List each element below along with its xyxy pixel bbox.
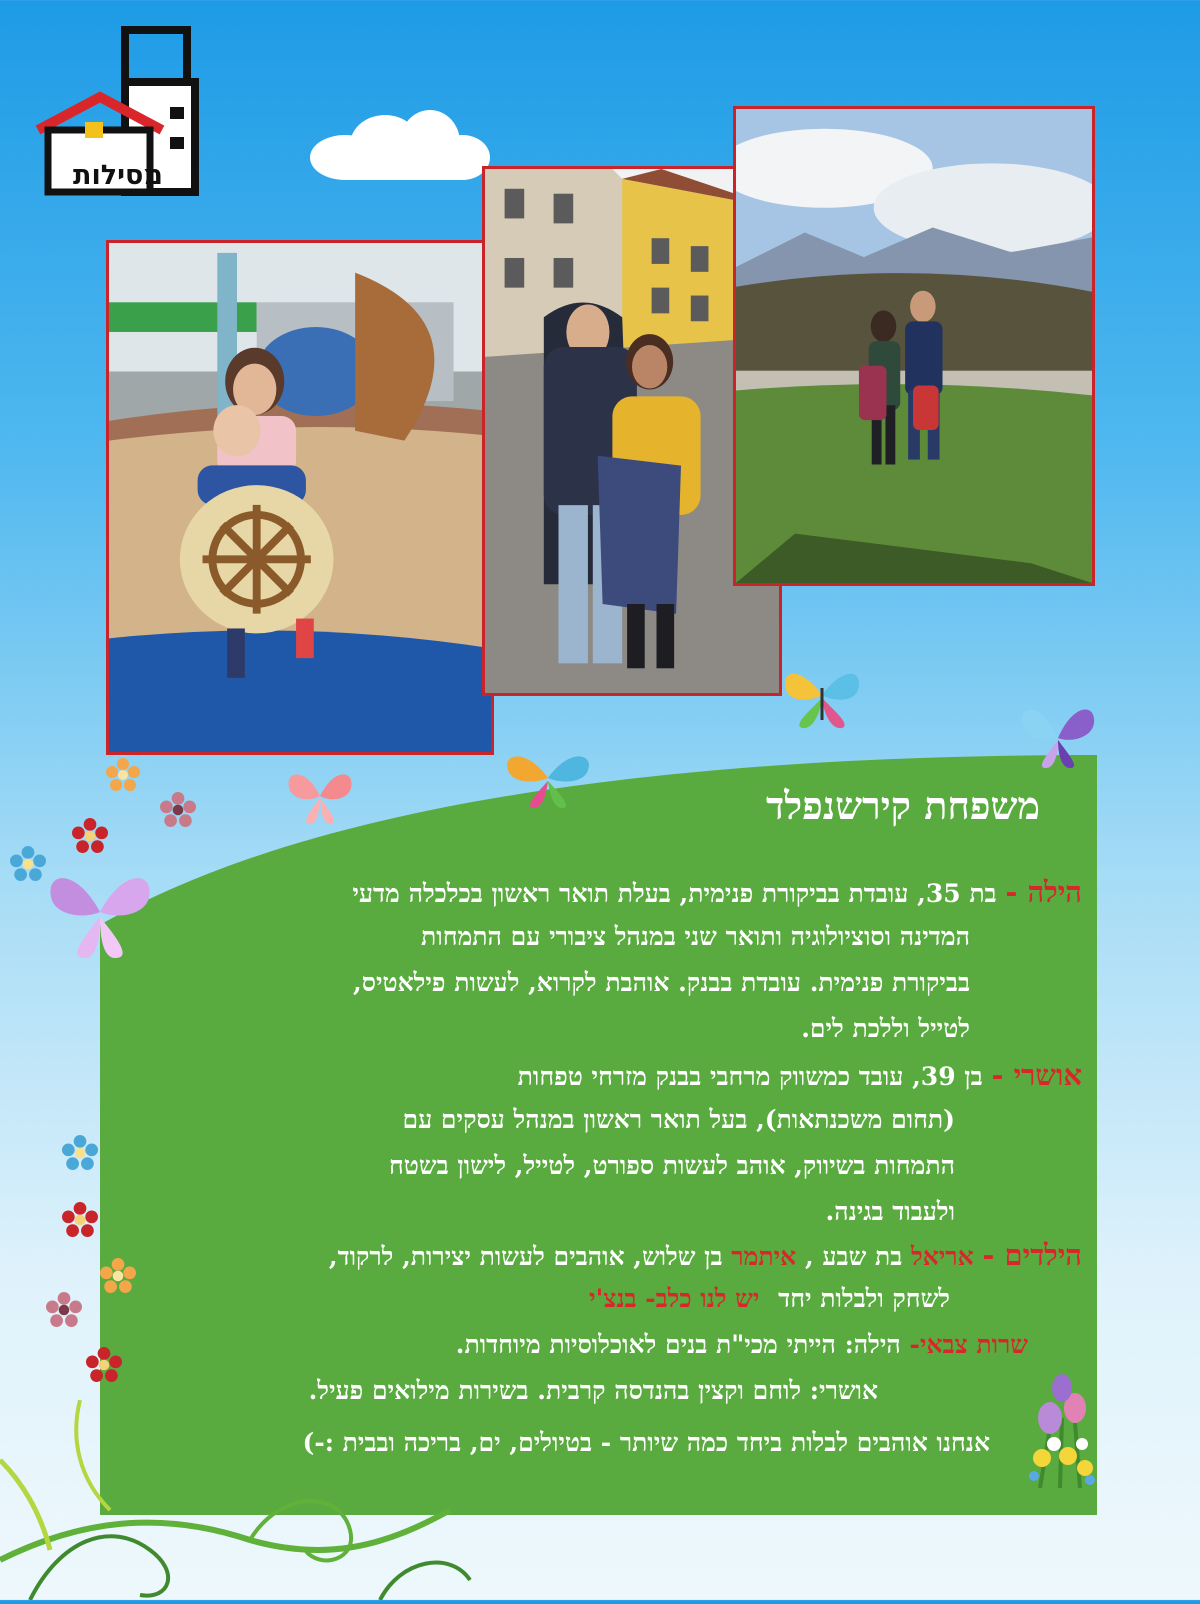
photo-kids-playground <box>106 240 494 755</box>
flower-icon <box>72 818 108 854</box>
vine-decoration <box>0 1400 520 1600</box>
flower-icon <box>86 1347 122 1383</box>
bio-army-line-2: אושרי: לוחם וקצין בהנדסה קרבית. בשירות מילואים פעיל. <box>308 1376 878 1405</box>
flower-bouquet-decoration <box>1020 1368 1100 1488</box>
butterfly-decoration <box>502 748 594 810</box>
bio-kids-dog: יש לנו כלב- בנצ'י <box>589 1284 760 1313</box>
flower-decoration <box>86 1347 122 1383</box>
flower-icon <box>106 758 140 792</box>
butterfly-icon <box>1018 698 1098 770</box>
flower-decoration <box>62 1135 98 1171</box>
flower-icon <box>62 1135 98 1171</box>
bio-closing: אנחנו אוהבים לבלות ביחד כמה שיותר - בטיולים, ים, בריכה ובבית :-) <box>302 1428 990 1457</box>
flower-decoration <box>10 846 46 882</box>
bio-oshri-name: אושרי - <box>991 1058 1082 1092</box>
butterfly-icon <box>780 660 864 730</box>
page-title: משפחת קירשנפלד <box>766 783 1040 828</box>
flower-icon <box>10 846 46 882</box>
bio-hila-text-1: בת 35, עובדת בביקורת פנימית, בעלת תואר ראשון בכלכלה מדעי <box>352 879 997 908</box>
bio-army-hila: הילה: הייתי מכי"ת בנים לאוכלוסיות מיוחדות. <box>455 1330 901 1359</box>
logo <box>30 22 210 207</box>
bio-hila-line-1 <box>352 875 1082 910</box>
bio-hila-line-4: לטייל וללכת לים. <box>801 1014 970 1043</box>
flower-icon <box>1020 1368 1100 1488</box>
butterfly-decoration <box>285 766 355 826</box>
butterfly-icon <box>285 766 355 826</box>
flower-icon <box>100 1258 136 1294</box>
bio-kids-line-2-text: לשחק ולבלות יחד <box>778 1284 950 1313</box>
cloud-decoration <box>310 110 490 180</box>
bio-oshri-line-4: ולעבוד בגינה. <box>825 1197 955 1226</box>
flower-decoration <box>100 1258 136 1294</box>
bio-army-line-1 <box>456 1330 1028 1360</box>
logo-text: מסילות <box>73 160 163 191</box>
bio-kids-label: הילדים - <box>982 1238 1082 1272</box>
bio-kids-itamar: איתמר <box>731 1242 797 1271</box>
bio-kids-rest: בן שלוש, אוהבים לעשות יצירות, לרקוד, <box>328 1242 723 1271</box>
bio-hila-line-3: בביקורת פנימית. עובדת בבנק. אוהבת לקרוא, לעשות פילאטיס, <box>353 968 970 997</box>
bio-kids-line-2 <box>589 1284 950 1314</box>
bio-hila-name: הילה - <box>1005 875 1082 909</box>
flower-icon <box>62 1202 98 1238</box>
butterfly-icon <box>502 748 594 810</box>
bio-oshri-line-2: (תחום משכנתאות), בעל תואר ראשון במנהל עסקים עם <box>402 1105 955 1134</box>
flower-icon <box>46 1292 82 1328</box>
butterfly-icon <box>46 862 154 962</box>
flower-decoration <box>160 792 196 828</box>
photo-family-mountains <box>733 106 1095 586</box>
bio-kids-ariel: אריאל <box>911 1242 974 1271</box>
bio-oshri-line-1 <box>518 1058 1082 1093</box>
butterfly-decoration <box>780 660 864 730</box>
flower-decoration <box>72 818 108 854</box>
butterfly-decoration <box>46 862 154 962</box>
flower-decoration <box>46 1292 82 1328</box>
flower-decoration <box>106 758 140 792</box>
flower-decoration <box>62 1202 98 1238</box>
bio-oshri-text-1: בן 39, עובד כמשווק מרחבי בבנק מזרחי טפחות <box>517 1062 983 1091</box>
bio-army-label: שרות צבאי- <box>909 1330 1028 1359</box>
bio-kids-ariel-age: בת שבע , <box>804 1242 903 1271</box>
flower-icon <box>160 792 196 828</box>
bio-oshri-line-3: התמחות בשיווק, אוהב לעשות ספורט, לטייל, לישון בשטח <box>388 1151 955 1180</box>
bio-kids-line-1 <box>329 1238 1082 1273</box>
bio-hila-line-2: המדינה וסוציולוגיה ותואר שני במנהל ציבורי עם התמחות <box>421 922 970 951</box>
butterfly-decoration <box>1018 698 1098 770</box>
